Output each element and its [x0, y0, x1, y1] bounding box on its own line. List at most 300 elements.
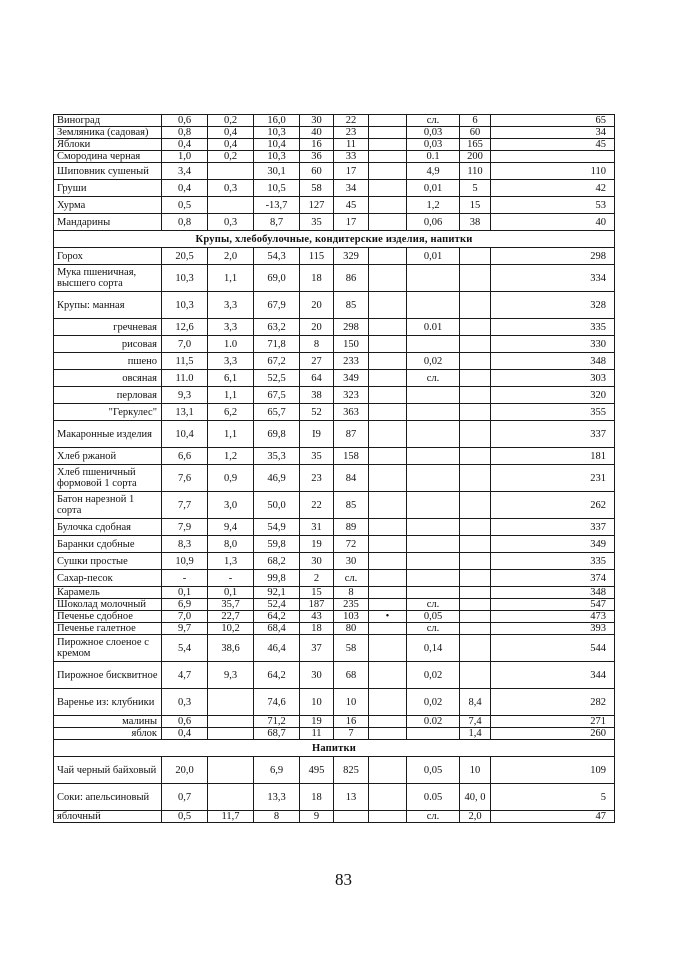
table-row [54, 553, 615, 570]
value-cell: 22 [334, 115, 369, 127]
value-cell: 38 [300, 387, 334, 404]
value-cell [460, 292, 491, 319]
value-cell: 150 [334, 336, 369, 353]
value-cell [369, 336, 407, 353]
table-row [54, 180, 615, 197]
value-cell: -13,7 [254, 197, 300, 214]
value-cell: 43 [300, 611, 334, 623]
value-cell: 17 [334, 163, 369, 180]
value-cell: 40, 0 [460, 784, 491, 811]
value-cell [460, 536, 491, 553]
value-cell: 8,7 [254, 214, 300, 231]
value-cell: 127 [300, 197, 334, 214]
value-cell [369, 553, 407, 570]
value-cell: 0,2 [208, 151, 254, 163]
value-cell: 0,06 [407, 214, 460, 231]
value-cell: 7,7 [162, 492, 208, 519]
value-cell [460, 353, 491, 370]
product-name-cell: овсяная [54, 370, 162, 387]
value-cell: - [162, 570, 208, 587]
value-cell: 6,9 [254, 757, 300, 784]
value-cell: 10,2 [208, 623, 254, 635]
value-cell [407, 492, 460, 519]
value-cell [369, 387, 407, 404]
product-name-cell: Чай черный байховый [54, 757, 162, 784]
value-cell: 328 [491, 292, 615, 319]
table-row [54, 292, 615, 319]
value-cell: 8 [300, 336, 334, 353]
table-row [54, 599, 615, 611]
value-cell: 298 [334, 319, 369, 336]
value-cell [369, 519, 407, 536]
table-row [54, 197, 615, 214]
value-cell [208, 163, 254, 180]
value-cell: 30 [300, 553, 334, 570]
product-name-cell: Баранки сдобные [54, 536, 162, 553]
value-cell: 30,1 [254, 163, 300, 180]
value-cell: 10,5 [254, 180, 300, 197]
value-cell [407, 265, 460, 292]
value-cell: 6,6 [162, 448, 208, 465]
value-cell: 0.02 [407, 716, 460, 728]
value-cell: 329 [334, 248, 369, 265]
value-cell: 46,9 [254, 465, 300, 492]
table-row [54, 757, 615, 784]
value-cell: 103 [334, 611, 369, 623]
product-name-cell: Пирожное слоеное с кремом [54, 635, 162, 662]
value-cell [369, 662, 407, 689]
value-cell: 2,0 [208, 248, 254, 265]
value-cell: 1,1 [208, 387, 254, 404]
value-cell: 262 [491, 492, 615, 519]
value-cell: 72 [334, 536, 369, 553]
table-row [54, 248, 615, 265]
value-cell [407, 570, 460, 587]
table-row [54, 115, 615, 127]
value-cell: 0,2 [208, 115, 254, 127]
value-cell [369, 139, 407, 151]
value-cell: 355 [491, 404, 615, 421]
value-cell: 11 [300, 728, 334, 740]
value-cell: 337 [491, 519, 615, 536]
value-cell: 0,02 [407, 353, 460, 370]
table-row [54, 465, 615, 492]
value-cell: 52,4 [254, 599, 300, 611]
value-cell: 0,4 [162, 728, 208, 740]
value-cell: 65 [491, 115, 615, 127]
table-row [54, 635, 615, 662]
table-row [54, 151, 615, 163]
value-cell: 99,8 [254, 570, 300, 587]
product-name-cell: Булочка сдобная [54, 519, 162, 536]
value-cell: 0.1 [407, 151, 460, 163]
value-cell: 1,3 [208, 553, 254, 570]
value-cell: 19 [300, 716, 334, 728]
product-name-cell: Варенье из: клубники [54, 689, 162, 716]
value-cell: 1,0 [162, 151, 208, 163]
table-row [54, 519, 615, 536]
value-cell: 35,3 [254, 448, 300, 465]
value-cell: 337 [491, 421, 615, 448]
value-cell: 54,9 [254, 519, 300, 536]
value-cell: 74,6 [254, 689, 300, 716]
value-cell: 10,3 [162, 292, 208, 319]
value-cell [208, 197, 254, 214]
value-cell [460, 492, 491, 519]
value-cell [369, 728, 407, 740]
value-cell [460, 611, 491, 623]
value-cell: 7,9 [162, 519, 208, 536]
value-cell [460, 587, 491, 599]
value-cell [369, 465, 407, 492]
value-cell: 1,1 [208, 421, 254, 448]
value-cell [460, 370, 491, 387]
value-cell: 7,4 [460, 716, 491, 728]
value-cell: 23 [334, 127, 369, 139]
value-cell: 3,0 [208, 492, 254, 519]
value-cell [369, 784, 407, 811]
value-cell: 47 [491, 811, 615, 823]
value-cell: 10,9 [162, 553, 208, 570]
product-name-cell: Хлеб ржаной [54, 448, 162, 465]
value-cell: 13 [334, 784, 369, 811]
value-cell: 6,2 [208, 404, 254, 421]
table-row [54, 716, 615, 728]
value-cell: 825 [334, 757, 369, 784]
value-cell: 0,4 [162, 180, 208, 197]
value-cell: 67,5 [254, 387, 300, 404]
value-cell: 31 [300, 519, 334, 536]
value-cell: 45 [491, 139, 615, 151]
value-cell: сл. [407, 599, 460, 611]
value-cell: 335 [491, 553, 615, 570]
value-cell: 8,0 [208, 536, 254, 553]
product-name-cell: Соки: апельсиновый [54, 784, 162, 811]
product-name-cell: Батон нарезной 1 сорта [54, 492, 162, 519]
product-name-cell: перловая [54, 387, 162, 404]
value-cell: 68,4 [254, 623, 300, 635]
value-cell: 85 [334, 492, 369, 519]
product-name-cell: малины [54, 716, 162, 728]
value-cell: 11,7 [208, 811, 254, 823]
value-cell: 344 [491, 662, 615, 689]
value-cell: 5 [491, 784, 615, 811]
value-cell: 0,05 [407, 611, 460, 623]
value-cell: 0,01 [407, 180, 460, 197]
value-cell: 547 [491, 599, 615, 611]
value-cell: 9,7 [162, 623, 208, 635]
value-cell: 233 [334, 353, 369, 370]
value-cell: 38,6 [208, 635, 254, 662]
value-cell: 335 [491, 319, 615, 336]
value-cell: 11 [334, 139, 369, 151]
value-cell [334, 811, 369, 823]
value-cell [369, 265, 407, 292]
value-cell [369, 404, 407, 421]
product-name-cell: Пирожное бисквитное [54, 662, 162, 689]
table-row [54, 587, 615, 599]
value-cell: 109 [491, 757, 615, 784]
value-cell: 4,9 [407, 163, 460, 180]
value-cell: 35 [300, 214, 334, 231]
value-cell: 68,7 [254, 728, 300, 740]
value-cell: 6 [460, 115, 491, 127]
value-cell: 54,3 [254, 248, 300, 265]
value-cell: 0,3 [208, 214, 254, 231]
value-cell: 10,3 [162, 265, 208, 292]
value-cell: 348 [491, 587, 615, 599]
value-cell [208, 757, 254, 784]
value-cell [369, 115, 407, 127]
value-cell: 6,9 [162, 599, 208, 611]
value-cell: 3,3 [208, 319, 254, 336]
value-cell: 2 [300, 570, 334, 587]
table-row [54, 421, 615, 448]
value-cell: 1,2 [208, 448, 254, 465]
product-name-cell: Горох [54, 248, 162, 265]
value-cell: 85 [334, 292, 369, 319]
value-cell: 11,5 [162, 353, 208, 370]
table-row [54, 662, 615, 689]
product-name-cell: Мука пшеничная, высшего сорта [54, 265, 162, 292]
value-cell: 0,02 [407, 689, 460, 716]
value-cell: 110 [491, 163, 615, 180]
value-cell: 9 [300, 811, 334, 823]
value-cell: 58 [300, 180, 334, 197]
product-name-cell: Виноград [54, 115, 162, 127]
value-cell: 16,0 [254, 115, 300, 127]
value-cell: 86 [334, 265, 369, 292]
value-cell: 8 [254, 811, 300, 823]
value-cell: 0,3 [208, 180, 254, 197]
value-cell: 60 [300, 163, 334, 180]
value-cell: 0,8 [162, 127, 208, 139]
value-cell: 60 [460, 127, 491, 139]
value-cell: 0,4 [162, 139, 208, 151]
value-cell [460, 635, 491, 662]
value-cell: 22,7 [208, 611, 254, 623]
table-row [54, 353, 615, 370]
value-cell: 18 [300, 623, 334, 635]
value-cell: 8,3 [162, 536, 208, 553]
value-cell: 0,6 [162, 716, 208, 728]
value-cell: 18 [300, 265, 334, 292]
value-cell: 38 [460, 214, 491, 231]
value-cell: • [369, 611, 407, 623]
value-cell: 69,0 [254, 265, 300, 292]
product-name-cell: яблок [54, 728, 162, 740]
value-cell: 3,3 [208, 353, 254, 370]
value-cell: 59,8 [254, 536, 300, 553]
value-cell: 80 [334, 623, 369, 635]
value-cell: 50,0 [254, 492, 300, 519]
value-cell: 0,05 [407, 757, 460, 784]
product-name-cell: Печенье сдобное [54, 611, 162, 623]
value-cell: 9,3 [162, 387, 208, 404]
value-cell: 544 [491, 635, 615, 662]
value-cell: 0.01 [407, 319, 460, 336]
value-cell: 260 [491, 728, 615, 740]
value-cell: 0,1 [208, 587, 254, 599]
value-cell: 7,0 [162, 611, 208, 623]
value-cell: 40 [300, 127, 334, 139]
value-cell [208, 784, 254, 811]
section-header-row [54, 740, 615, 757]
value-cell [369, 716, 407, 728]
value-cell [460, 404, 491, 421]
value-cell: 67,9 [254, 292, 300, 319]
value-cell: 0,7 [162, 784, 208, 811]
value-cell [369, 127, 407, 139]
value-cell: 320 [491, 387, 615, 404]
value-cell: 165 [460, 139, 491, 151]
value-cell: 495 [300, 757, 334, 784]
value-cell: 10 [334, 689, 369, 716]
product-name-cell: Груши [54, 180, 162, 197]
value-cell [369, 180, 407, 197]
value-cell: 200 [460, 151, 491, 163]
value-cell [369, 151, 407, 163]
value-cell: 3,3 [208, 292, 254, 319]
value-cell: 0,01 [407, 248, 460, 265]
value-cell: 8,4 [460, 689, 491, 716]
value-cell: 17 [334, 214, 369, 231]
value-cell: 10,4 [162, 421, 208, 448]
value-cell: 64,2 [254, 611, 300, 623]
value-cell [407, 448, 460, 465]
table-row [54, 214, 615, 231]
value-cell: 0,6 [162, 115, 208, 127]
product-name-cell: Мандарины [54, 214, 162, 231]
value-cell: 8 [334, 587, 369, 599]
value-cell: 12,6 [162, 319, 208, 336]
value-cell: 10 [460, 757, 491, 784]
value-cell [407, 519, 460, 536]
value-cell: 64 [300, 370, 334, 387]
value-cell: 27 [300, 353, 334, 370]
nutrition-table [53, 114, 615, 823]
value-cell [460, 623, 491, 635]
value-cell [460, 387, 491, 404]
value-cell: 34 [334, 180, 369, 197]
value-cell: сл. [334, 570, 369, 587]
table-row [54, 689, 615, 716]
value-cell: 1.0 [208, 336, 254, 353]
value-cell: 0,03 [407, 127, 460, 139]
value-cell: 68,2 [254, 553, 300, 570]
table-row [54, 492, 615, 519]
value-cell: 13,1 [162, 404, 208, 421]
value-cell: 0,4 [208, 127, 254, 139]
product-name-cell: Яблоки [54, 139, 162, 151]
value-cell [460, 448, 491, 465]
product-name-cell: Шоколад молочный [54, 599, 162, 611]
value-cell: 18 [300, 784, 334, 811]
table-row [54, 536, 615, 553]
value-cell: 30 [334, 553, 369, 570]
value-cell [369, 689, 407, 716]
value-cell: 393 [491, 623, 615, 635]
value-cell: 15 [460, 197, 491, 214]
value-cell: 10 [300, 689, 334, 716]
table-row [54, 728, 615, 740]
value-cell [407, 421, 460, 448]
value-cell: 19 [300, 536, 334, 553]
product-name-cell: Печенье галетное [54, 623, 162, 635]
value-cell: 84 [334, 465, 369, 492]
value-cell: 7,6 [162, 465, 208, 492]
product-name-cell: Сушки простые [54, 553, 162, 570]
value-cell: 87 [334, 421, 369, 448]
value-cell: 20 [300, 319, 334, 336]
value-cell [369, 214, 407, 231]
value-cell: 5,4 [162, 635, 208, 662]
value-cell: 323 [334, 387, 369, 404]
value-cell: 42 [491, 180, 615, 197]
value-cell: 58 [334, 635, 369, 662]
table-row [54, 611, 615, 623]
value-cell [369, 623, 407, 635]
value-cell: 36 [300, 151, 334, 163]
product-name-cell: гречневая [54, 319, 162, 336]
value-cell: 3,4 [162, 163, 208, 180]
value-cell [460, 248, 491, 265]
value-cell: 71,8 [254, 336, 300, 353]
value-cell: 282 [491, 689, 615, 716]
value-cell: 33 [334, 151, 369, 163]
value-cell: 30 [300, 115, 334, 127]
value-cell: 71,2 [254, 716, 300, 728]
value-cell: 13,3 [254, 784, 300, 811]
product-name-cell: Земляника (садовая) [54, 127, 162, 139]
value-cell: 231 [491, 465, 615, 492]
value-cell: 68 [334, 662, 369, 689]
value-cell [369, 570, 407, 587]
table-row [54, 127, 615, 139]
value-cell [369, 599, 407, 611]
value-cell [369, 248, 407, 265]
table-row [54, 336, 615, 353]
value-cell [460, 465, 491, 492]
table-row [54, 448, 615, 465]
value-cell: 334 [491, 265, 615, 292]
value-cell [369, 448, 407, 465]
value-cell: 349 [491, 536, 615, 553]
value-cell: 2,0 [460, 811, 491, 823]
value-cell [460, 265, 491, 292]
value-cell [407, 465, 460, 492]
table-row [54, 163, 615, 180]
value-cell [369, 757, 407, 784]
value-cell [369, 353, 407, 370]
product-name-cell: яблочный [54, 811, 162, 823]
value-cell [407, 553, 460, 570]
value-cell: 298 [491, 248, 615, 265]
value-cell: 16 [300, 139, 334, 151]
value-cell: сл. [407, 370, 460, 387]
value-cell: 9,4 [208, 519, 254, 536]
value-cell: 20 [300, 292, 334, 319]
value-cell [369, 163, 407, 180]
value-cell [407, 536, 460, 553]
product-name-cell: Шиповник сушеный [54, 163, 162, 180]
value-cell: 64,2 [254, 662, 300, 689]
table-row [54, 784, 615, 811]
value-cell: 65,7 [254, 404, 300, 421]
value-cell: 0,03 [407, 139, 460, 151]
product-name-cell: Хлеб пшеничный формовой 1 сорта [54, 465, 162, 492]
value-cell: 330 [491, 336, 615, 353]
